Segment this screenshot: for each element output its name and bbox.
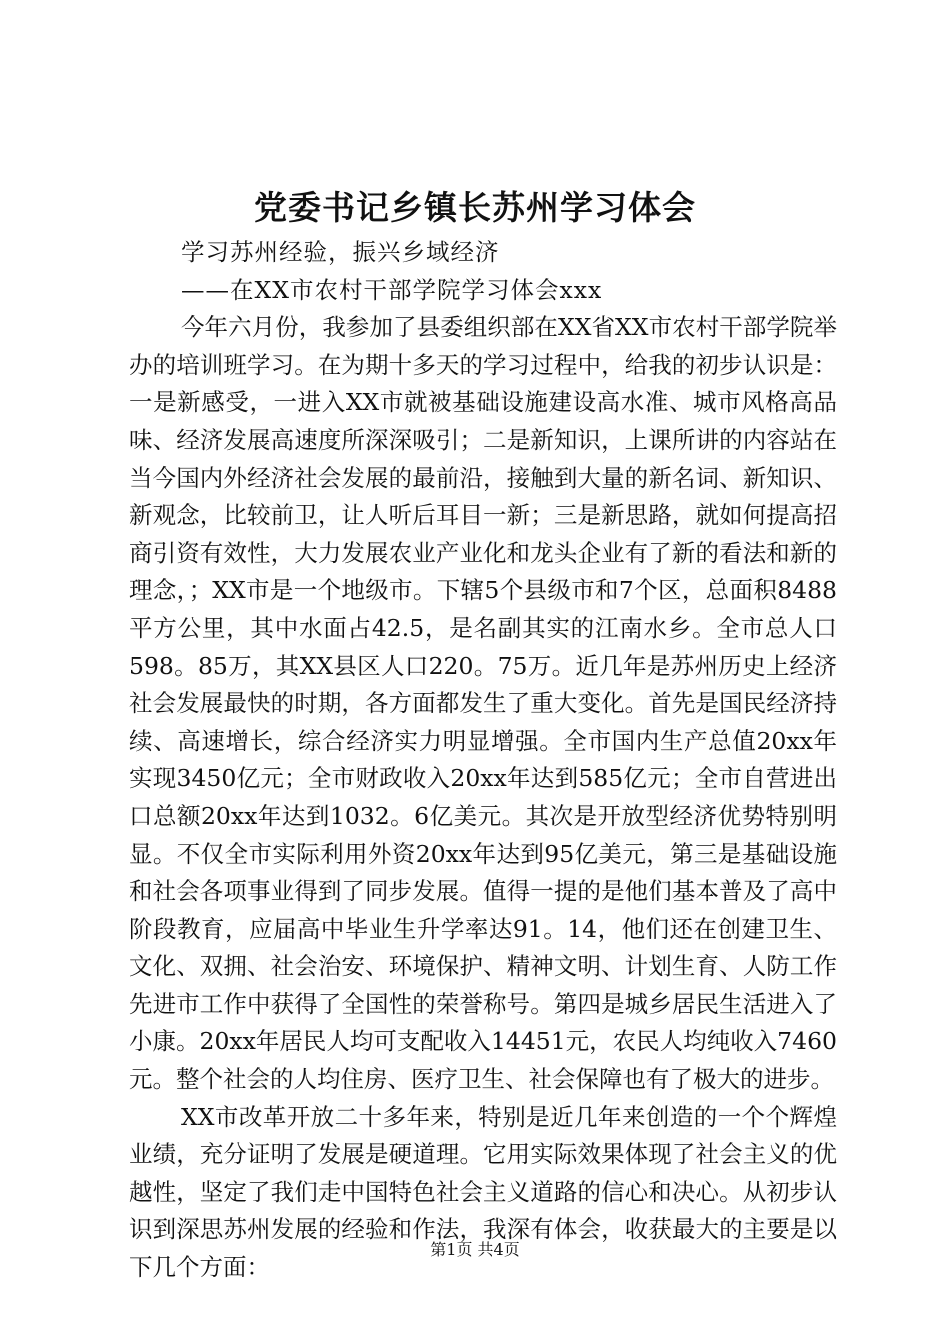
paragraph: XX市改革开放二十多年来，特别是近几年来创造的一个个辉煌业绩，充分证明了发展是硬道理。它用实际效果体现了社会主义的优越性，坚定了我们走中国特色社会主义道路的信心和决心。从初步认识到深思苏州发展的经验和作法，我深有体会，收获最大的主要是以下几个方面： [129, 1102, 837, 1282]
page-number-footer: 第1页 共4页 [430, 1240, 520, 1259]
document-title: 党委书记乡镇长苏州学习体会 [254, 188, 696, 227]
document-subtitle: 学习苏州经验，振兴乡域经济 [181, 238, 500, 266]
paragraph: 今年六月份，我参加了县委组织部在XX省XX市农村干部学院举办的培训班学习。在为期十多天的学习过程中，给我的初步认识是：一是新感受，一进入XX市就被基础设施建设高水准、城市风格高品味、经济发展高速度所深深吸引；二是新知识，上课所讲的内容站在当今国内外经济社会发展的最前沿，接触到大量的新名词、新知识、新观念，比较前卫，让人听后耳目一新；三是新思路，就如何提高招商引资有效性，大力发展农业产业化和龙头企业有了新的看法和新的理念，；XX市是一个地级市。下辖5个县级市和7个区，总面积8488平方公里，其中水面占42.5，是名副其实的江南水乡。全市总人口598。85万，其XX县区人口220。75万。近几年是苏州历史上经济社会发展最快的时期，各方面都发生了重大变化。首先是国民经济持续、高速增长，综合经济实力明显增强。全市国内生产总值20xx年实现3450亿元；全市财政收入20xx年达到585亿元；全市自营进出口总额20xx年达到1032。6亿美元。其次是开放型经济优势特别明显。不仅全市实际利用外资20xx年达到95亿美元，第三是基础设施和社会各项事业得到了同步发展。值得一提的是他们基本普及了高中阶段教育，应届高中毕业生升学率达91。14，他们还在创建卫生、文化、双拥、社会治安、环境保护、精神文明、计划生育、人防工作先进市工作中获得了全国性的荣誉称号。第四是城乡居民生活进入了小康。20xx年居民人均可支配收入14451元，农民人均纯收入7460元。整个社会的人均住房、医疗卫生、社会保障也有了极大的进步。 [129, 313, 837, 1094]
document-body [129, 234, 837, 1287]
document-byline: ——在XX市农村干部学院学习体会xxx [181, 275, 603, 304]
